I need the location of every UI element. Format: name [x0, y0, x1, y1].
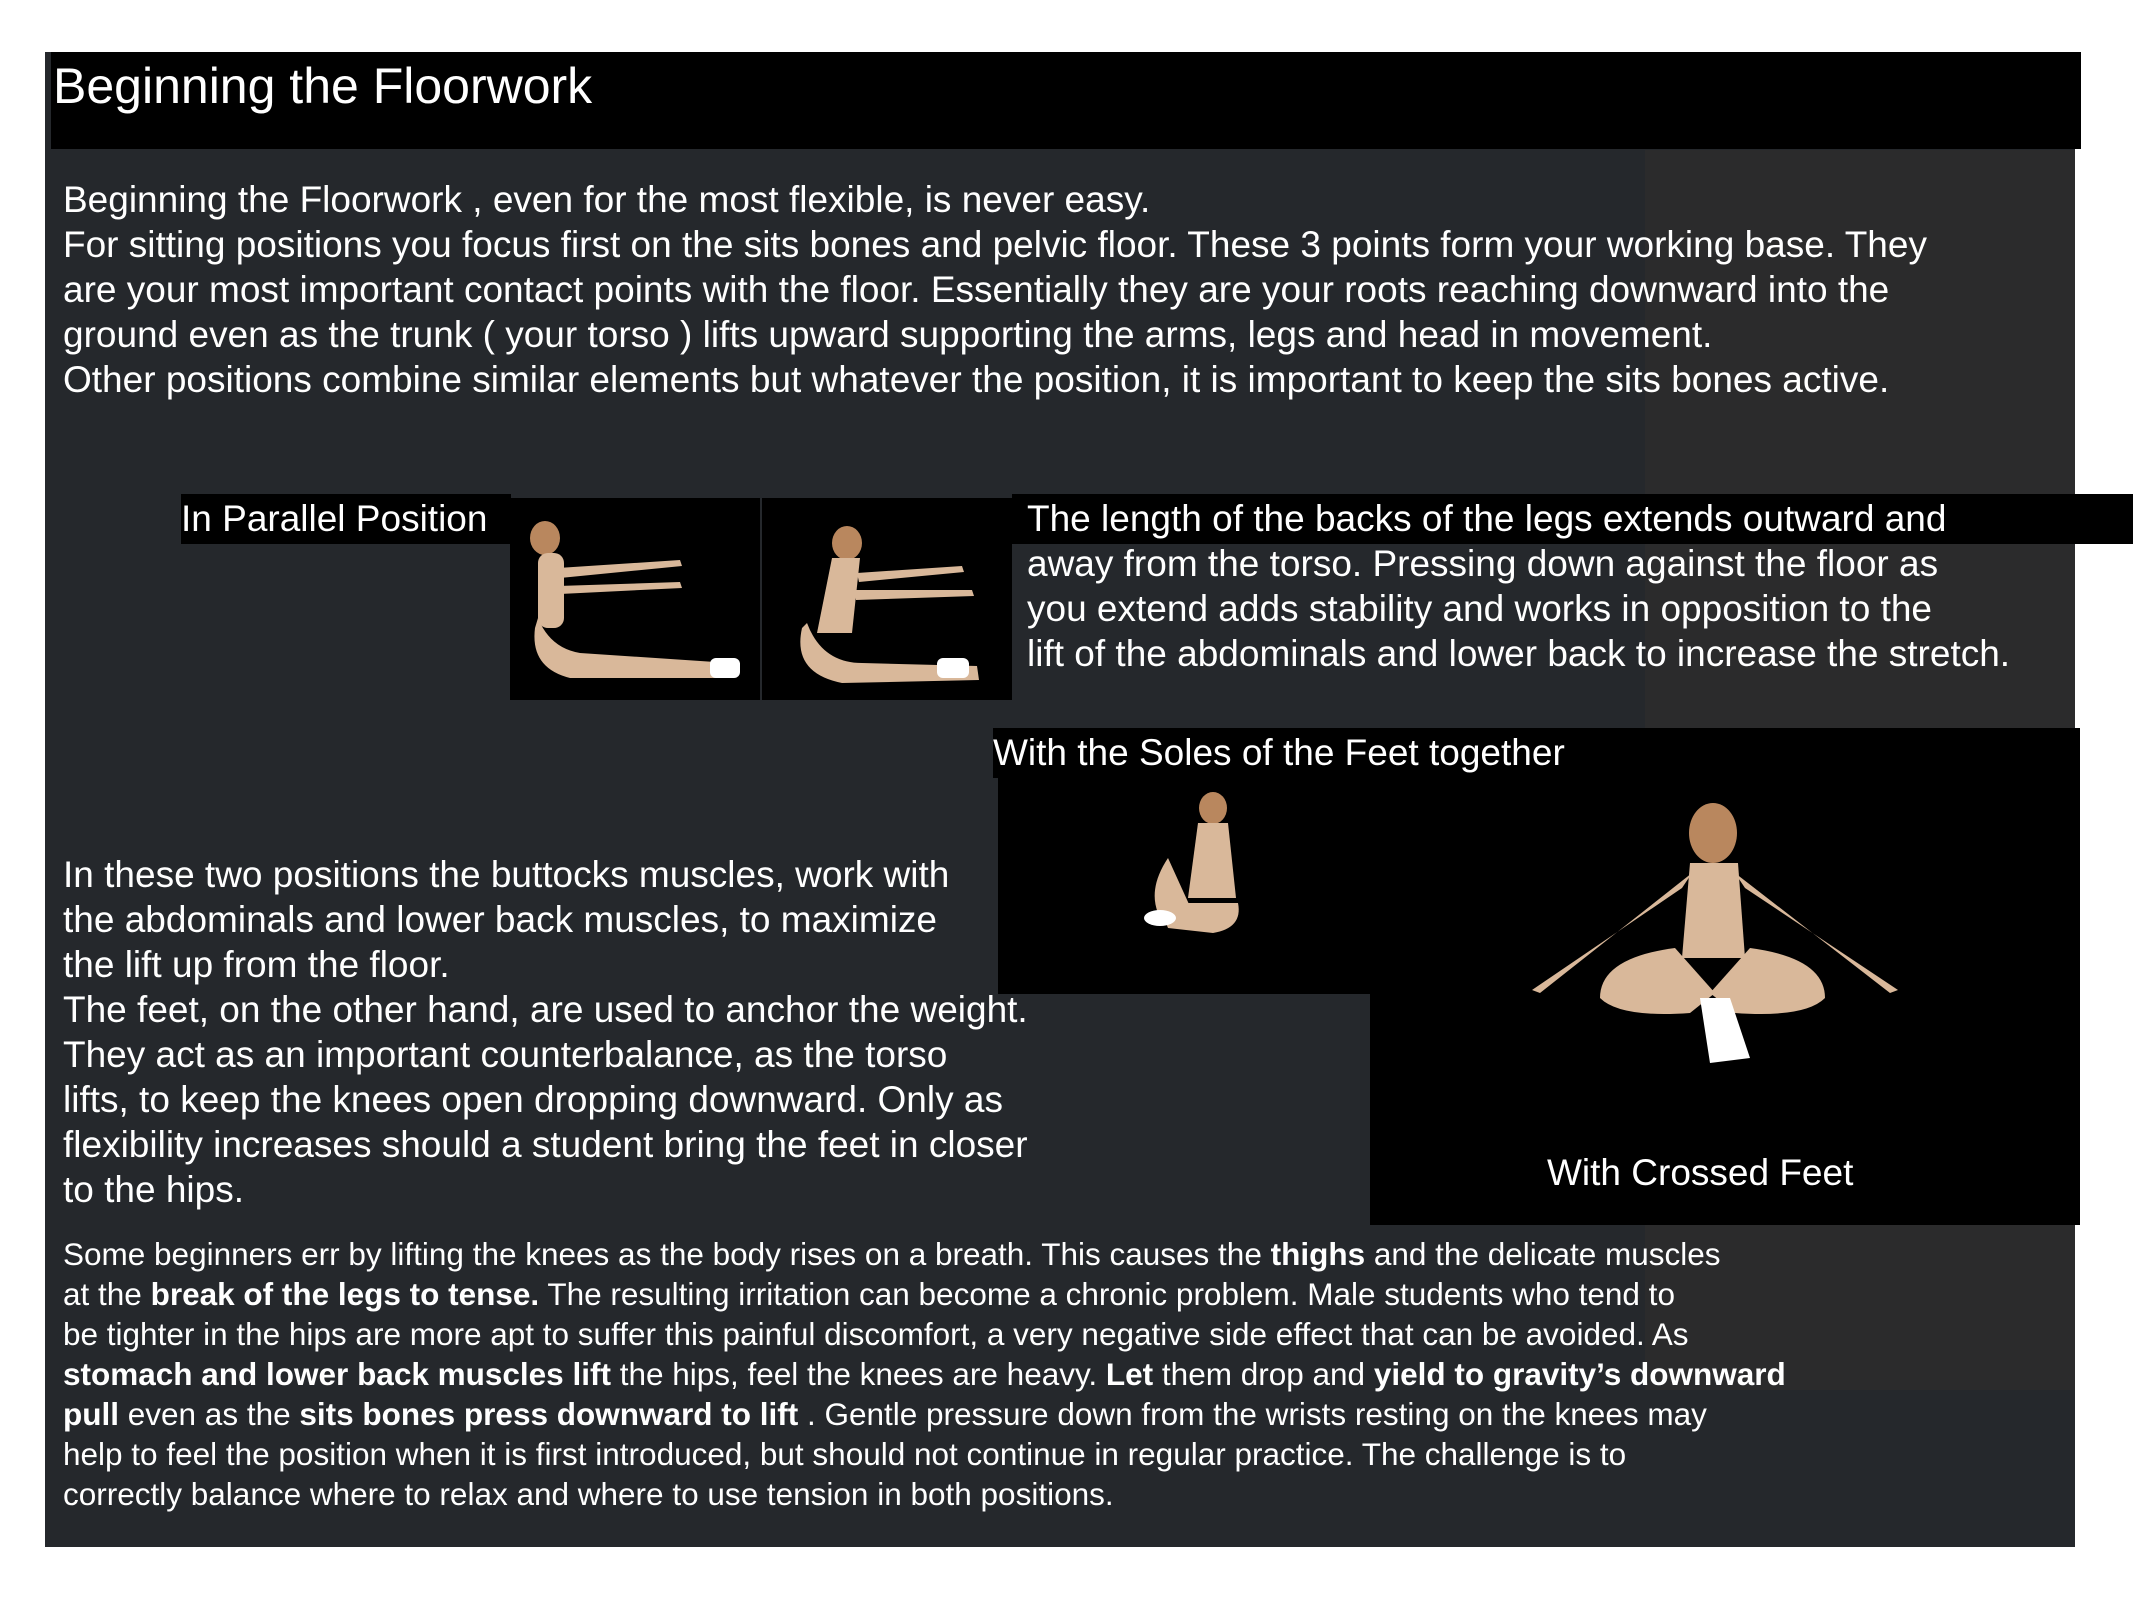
soles-label: With the Soles of the Feet together: [993, 732, 1565, 773]
crossed-label: With Crossed Feet: [1547, 1152, 1854, 1193]
bold-text: thighs: [1270, 1236, 1366, 1272]
parallel-description-line: away from the torso. Pressing down against the floor as: [1027, 543, 1939, 584]
bottom-paragraph: [63, 1234, 1786, 1514]
middle-line: In these two positions the buttocks muscles, work with: [63, 854, 950, 895]
bottom-text: at the: [63, 1276, 151, 1312]
parallel-photo-1: [510, 498, 760, 700]
bottom-text: Some beginners err by lifting the knees as the body rises on a breath. This causes the: [63, 1236, 1271, 1272]
bottom-text: the hips, feel the knees are heavy.: [610, 1356, 1106, 1392]
intro-line: Beginning the Floorwork , even for the most flexible, is never easy.: [63, 179, 1151, 220]
soles-photo: [998, 778, 1386, 994]
parallel-description-line: lift of the abdominals and lower back to increase the stretch.: [1027, 633, 2011, 674]
bottom-line: [63, 1274, 1786, 1314]
page-title: Beginning the Floorwork: [53, 58, 593, 114]
middle-line: the abdominals and lower back muscles, to maximize: [63, 899, 937, 940]
intro-line: ground even as the trunk ( your torso ) lifts upward supporting the arms, legs and head in movement.: [63, 314, 1713, 355]
bottom-line: [63, 1394, 1786, 1434]
intro-paragraph: [63, 177, 1927, 402]
bottom-line: [63, 1354, 1786, 1394]
bottom-text: even as the: [119, 1396, 300, 1432]
parallel-description-line: The length of the backs of the legs extends outward and: [1027, 498, 1947, 539]
middle-line: to the hips.: [63, 1169, 245, 1210]
bottom-text: . Gentle pressure down from the wrists resting on the knees may: [798, 1396, 1707, 1432]
parallel-photo-2: [762, 498, 1012, 700]
bottom-line: correctly balance where to relax and where to use tension in both positions.: [63, 1476, 1114, 1512]
middle-line: lifts, to keep the knees open dropping downward. Only as: [63, 1079, 1003, 1120]
bottom-line: [63, 1234, 1786, 1274]
parallel-description: [1027, 496, 2010, 676]
parallel-description-line: you extend adds stability and works in opposition to the: [1027, 588, 1933, 629]
bottom-text: and the delicate muscles: [1365, 1236, 1721, 1272]
middle-line: The feet, on the other hand, are used to anchor the weight.: [63, 989, 1028, 1030]
bottom-text: them drop and: [1153, 1356, 1374, 1392]
bold-text: sits bones press downward to lift: [299, 1396, 799, 1432]
middle-line: flexibility increases should a student bring the feet in closer: [63, 1124, 1028, 1165]
middle-line: They act as an important counterbalance, as the torso: [63, 1034, 948, 1075]
intro-line: Other positions combine similar elements but whatever the position, it is important to keep the sits bones active.: [63, 359, 1890, 400]
bottom-line: help to feel the position when it is first introduced, but should not continue in regular practice. The challenge is to: [63, 1436, 1627, 1472]
bold-text: Let: [1105, 1356, 1154, 1392]
bold-text: break of the legs to tense.: [150, 1276, 540, 1312]
parallel-label: In Parallel Position: [181, 498, 488, 539]
middle-paragraph: [63, 852, 1028, 1212]
bold-text: stomach and lower back muscles lift: [63, 1356, 611, 1392]
intro-line: For sitting positions you focus first on the sits bones and pelvic floor. These 3 points form your working base. They: [63, 224, 1927, 265]
bold-text: pull: [63, 1396, 119, 1432]
middle-line: the lift up from the floor.: [63, 944, 450, 985]
bottom-text: The resulting irritation can become a chronic problem. Male students who tend to: [539, 1276, 1675, 1312]
intro-line: are your most important contact points with the floor. Essentially they are your roots reaching downward into the: [63, 269, 1890, 310]
bottom-line: be tighter in the hips are more apt to suffer this painful discomfort, a very negative side effect that can be avoided. As: [63, 1316, 1689, 1352]
bold-text: yield to gravity’s downward: [1373, 1356, 1786, 1392]
